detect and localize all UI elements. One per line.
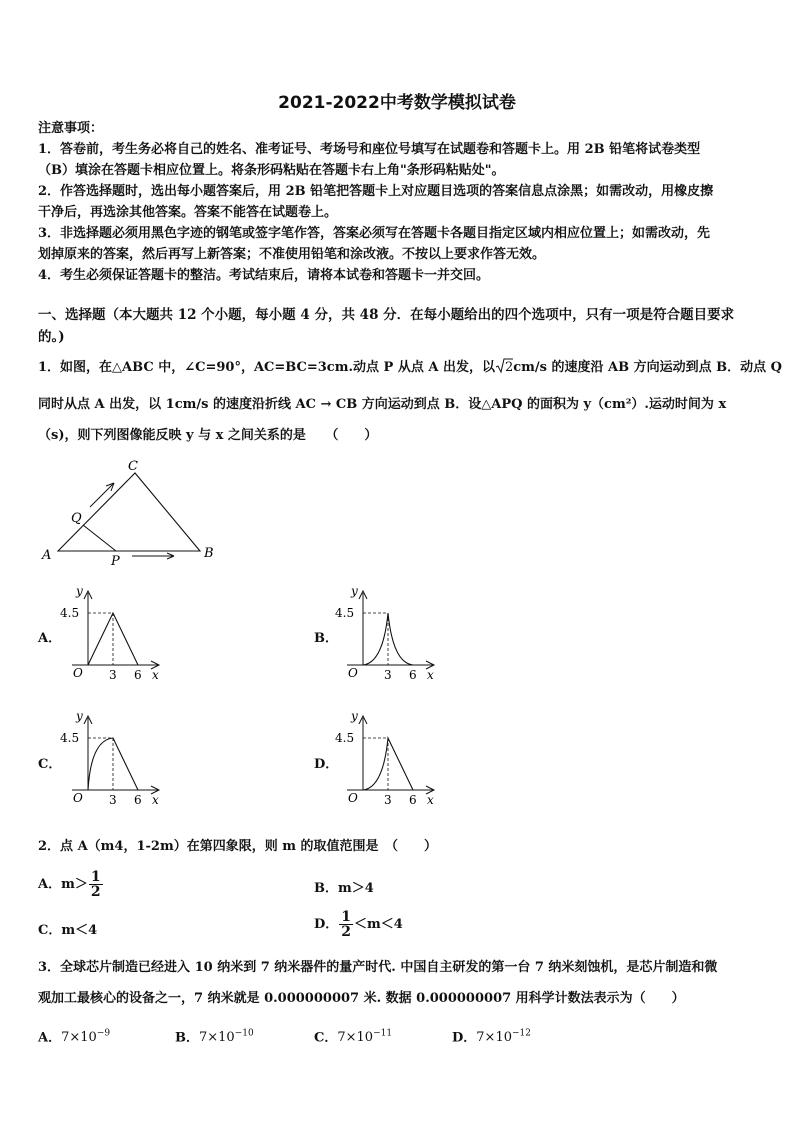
q3-option-b bbox=[175, 1024, 254, 1048]
origin-label: O bbox=[348, 666, 358, 680]
fraction-denominator: 2 bbox=[90, 884, 101, 900]
x-label: x bbox=[427, 668, 434, 682]
tick-6: 6 bbox=[134, 793, 142, 807]
x-label: x bbox=[152, 668, 159, 682]
q2-option-d-tail: ＜m＜4 bbox=[354, 917, 403, 932]
y-label: y bbox=[351, 709, 358, 723]
tick-3: 3 bbox=[109, 668, 117, 682]
q2-option-d bbox=[314, 910, 403, 939]
q3-option-a bbox=[38, 1024, 110, 1048]
tick-6: 6 bbox=[134, 668, 142, 682]
q1-stem-line-1 bbox=[38, 357, 782, 378]
page-title: 2021-2022中考数学模拟试卷 bbox=[278, 93, 516, 113]
notice-item-1-line-2: （B）填涂在答题卡相应位置上。将条形码粘贴在答题卡右上角"条形码粘贴处"。 bbox=[38, 163, 505, 178]
graph-option-d bbox=[333, 708, 443, 813]
label-a: A bbox=[42, 548, 52, 563]
q3-option-d bbox=[452, 1024, 531, 1048]
notice-heading: 注意事项： bbox=[38, 121, 104, 136]
fraction-numerator: 1 bbox=[341, 909, 352, 925]
q3-option-c-exponent: −11 bbox=[373, 1029, 393, 1039]
q2-stem: 2．点 A（m4，1-2m）在第四象限，则 m 的取值范围是 （ ） bbox=[38, 839, 438, 854]
q3-stem-line-2: 观加工最核心的设备之一，7 纳米就是 0.000000007 米. 数据 0.000000007 用科学计数法表示为（ ） bbox=[38, 991, 685, 1006]
label-b: B bbox=[204, 546, 214, 561]
origin-label: O bbox=[73, 666, 83, 680]
segment-qp bbox=[83, 525, 116, 551]
q3-option-d-value bbox=[476, 1030, 531, 1045]
peak-label: 4.5 bbox=[335, 731, 355, 745]
origin-label: O bbox=[73, 791, 83, 805]
q3-option-b-label: B． bbox=[175, 1030, 199, 1046]
q1-sqrt-argument: 2 bbox=[504, 360, 514, 375]
notice-item-1-line-1: 1．答卷前，考生务必将自己的姓名、准考证号、考场号和座位号填写在试题卷和答题卡上。用 2B 铅笔将试卷类型 bbox=[38, 142, 701, 157]
y-label: y bbox=[76, 584, 83, 598]
triangle-figure bbox=[38, 455, 228, 570]
q1-option-a-label: A． bbox=[38, 631, 62, 646]
q3-option-d-label: D． bbox=[452, 1030, 477, 1046]
tick-3: 3 bbox=[384, 668, 392, 682]
q3-option-d-exponent: −12 bbox=[512, 1029, 531, 1039]
q3-option-c-label: C． bbox=[314, 1030, 338, 1046]
q2-option-d-label: D． bbox=[314, 917, 339, 932]
q3-option-c-value bbox=[337, 1030, 392, 1045]
arrow-ac bbox=[90, 483, 114, 507]
x-label: x bbox=[427, 793, 434, 807]
q2-option-a bbox=[38, 870, 104, 899]
q3-option-a-value bbox=[61, 1030, 110, 1045]
notice-item-2-line-1: 2．作答选择题时，选出每小题答案后，用 2B 铅笔把答题卡上对应题目选项的答案信息点涂黑；如需改动，用橡皮擦 bbox=[38, 184, 714, 199]
x-label: x bbox=[152, 793, 159, 807]
tick-3: 3 bbox=[384, 793, 392, 807]
notice-item-3-line-2: 划掉原来的答案，然后再写上新答案；不准使用铅笔和涂改液。不按以上要求作答无效。 bbox=[38, 247, 546, 262]
fraction-denominator: 2 bbox=[341, 924, 352, 940]
q3-option-c bbox=[314, 1024, 392, 1048]
graph-option-a bbox=[58, 583, 168, 688]
q2-option-c: C．m＜4 bbox=[38, 923, 98, 938]
q2-option-a-label: A．m＞ bbox=[38, 877, 88, 892]
y-label: y bbox=[351, 584, 358, 598]
graph-option-b bbox=[333, 583, 443, 688]
fraction-one-half bbox=[339, 910, 353, 939]
q3-option-b-base: 7×10 bbox=[199, 1030, 235, 1046]
q1-option-c-label: C． bbox=[38, 757, 62, 772]
q3-option-b-value bbox=[199, 1030, 254, 1045]
section-1-heading-line-1: 一、选择题（本大题共 12 个小题，每小题 4 分，共 48 分．在每小题给出的四个选项中，只有一项是符合题目要求 bbox=[38, 307, 735, 323]
section-1-heading-line-2: 的。) bbox=[38, 329, 65, 345]
q3-option-a-exponent: −9 bbox=[96, 1029, 111, 1039]
y-label: y bbox=[76, 709, 83, 723]
peak-label: 4.5 bbox=[60, 731, 80, 745]
label-c: C bbox=[128, 459, 138, 474]
q2-option-b: B．m＞4 bbox=[314, 881, 374, 896]
peak-label: 4.5 bbox=[335, 606, 355, 620]
notice-item-4: 4．考生必须保证答题卡的整洁。考试结束后，请将本试卷和答题卡一并交回。 bbox=[38, 268, 490, 283]
q1-stem-line-3: （s)，则下列图像能反映 y 与 x 之间关系的是 （ ） bbox=[38, 428, 378, 443]
notice-item-2-line-2: 干净后，再选涂其他答案。答案不能答在试题卷上。 bbox=[38, 205, 338, 220]
graph-option-c bbox=[58, 708, 168, 813]
origin-label: O bbox=[348, 791, 358, 805]
peak-label: 4.5 bbox=[60, 606, 80, 620]
q3-option-a-base: 7×10 bbox=[61, 1030, 97, 1046]
fraction-numerator: 1 bbox=[90, 869, 101, 885]
q1-stem-line-1-part-a: 1．如图，在△ABC 中，∠C=90°，AC=BC=3cm.动点 P 从点 A 出发，以 bbox=[38, 360, 495, 375]
q1-stem-line-1-part-b: cm/s 的速度沿 AB 方向运动到点 B．动点 Q bbox=[513, 360, 783, 375]
fraction-one-half bbox=[89, 870, 103, 899]
q1-stem-line-2: 同时从点 A 出发，以 1cm/s 的速度沿折线 AC → CB 方向运动到点 B．设△APQ 的面积为 y（cm²）.运动时间为 x bbox=[38, 397, 727, 412]
q1-option-d-label: D． bbox=[314, 757, 339, 772]
label-p: P bbox=[111, 554, 120, 569]
tick-3: 3 bbox=[109, 793, 117, 807]
q3-option-c-base: 7×10 bbox=[337, 1030, 374, 1046]
tick-6: 6 bbox=[409, 793, 417, 807]
q3-option-b-exponent: −10 bbox=[234, 1029, 254, 1039]
q3-stem-line-1: 3．全球芯片制造已经进入 10 纳米到 7 纳米器件的量产时代. 中国自主研发的第一台 7 纳米刻蚀机，是芯片制造和微 bbox=[38, 960, 718, 975]
q3-option-d-base: 7×10 bbox=[476, 1030, 512, 1046]
q3-option-a-label: A． bbox=[38, 1030, 62, 1046]
q1-option-b-label: B． bbox=[314, 631, 338, 646]
label-q: Q bbox=[71, 511, 82, 526]
notice-item-3-line-1: 3．非选择题必须用黑色字迹的钢笔或签字笔作答，答案必须写在答题卡各题目指定区域内相应位置上；如需改动，先 bbox=[38, 226, 711, 241]
tick-6: 6 bbox=[409, 668, 417, 682]
